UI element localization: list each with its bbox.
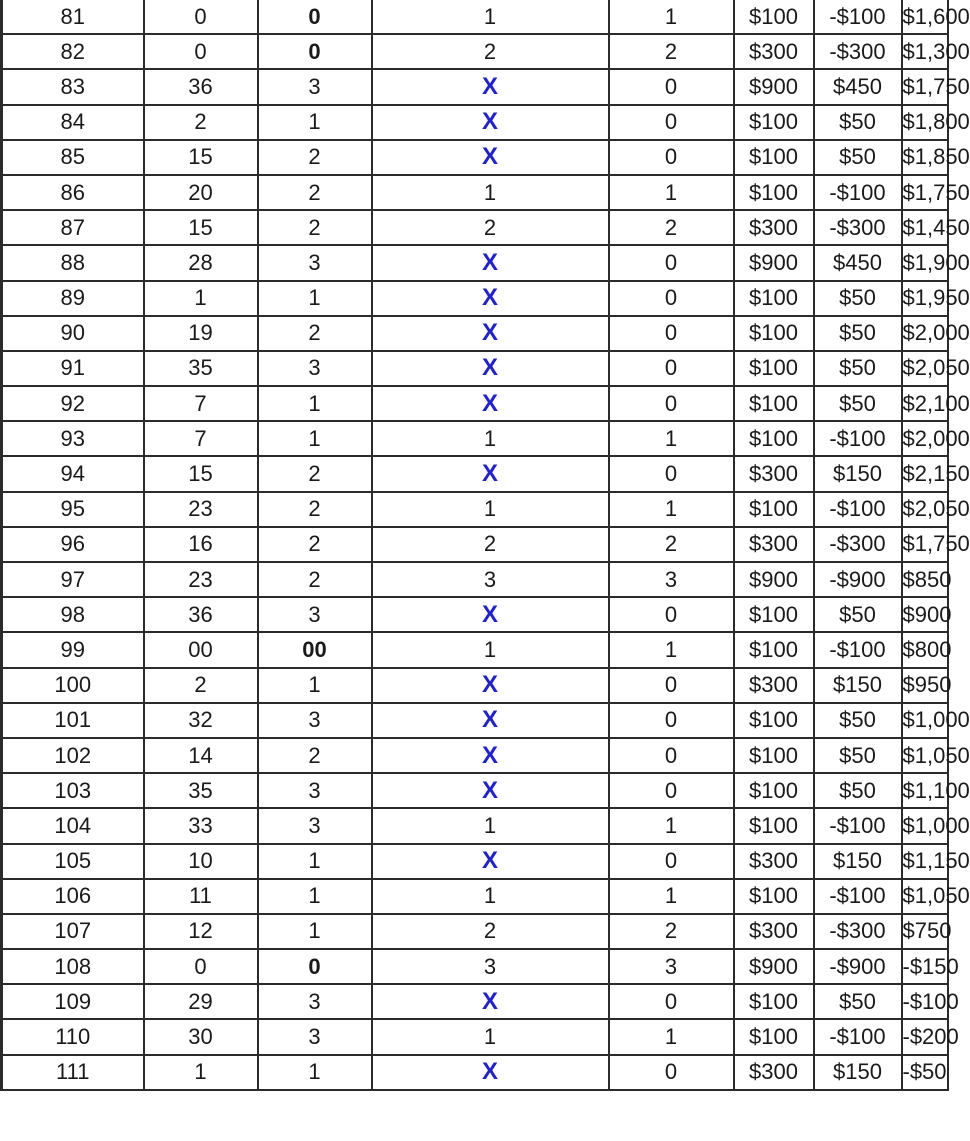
table-row bbox=[2, 632, 948, 667]
net-result-cell: $150 bbox=[814, 844, 902, 879]
dozen-cell: 2 bbox=[258, 738, 372, 773]
bankroll-cell: $1,050 bbox=[902, 738, 948, 773]
outcome-cell: 0 bbox=[609, 69, 734, 104]
bet-amount-cell: $300 bbox=[734, 1055, 814, 1090]
bet-target-cell: X bbox=[372, 597, 609, 632]
bankroll-cell: $1,300 bbox=[902, 34, 948, 69]
bankroll-cell: $1,900 bbox=[902, 245, 948, 280]
net-result-cell: $150 bbox=[814, 1055, 902, 1090]
dozen-cell: 3 bbox=[258, 773, 372, 808]
outcome-cell: 1 bbox=[609, 1019, 734, 1054]
table-row bbox=[2, 1055, 948, 1090]
net-result-cell: -$100 bbox=[814, 632, 902, 667]
outcome-cell: 1 bbox=[609, 879, 734, 914]
dozen-cell: 2 bbox=[258, 562, 372, 597]
table-row bbox=[2, 175, 948, 210]
bet-amount-cell: $300 bbox=[734, 844, 814, 879]
bet-amount-cell: $100 bbox=[734, 1019, 814, 1054]
net-result-cell: $50 bbox=[814, 105, 902, 140]
spin-number-cell: 83 bbox=[2, 69, 144, 104]
net-result-cell: -$300 bbox=[814, 210, 902, 245]
outcome-cell: 1 bbox=[609, 421, 734, 456]
outcome-cell: 0 bbox=[609, 703, 734, 738]
bet-amount-cell: $100 bbox=[734, 175, 814, 210]
bet-amount-cell: $900 bbox=[734, 245, 814, 280]
spin-number-cell: 93 bbox=[2, 421, 144, 456]
number-hit-cell: 15 bbox=[144, 456, 258, 491]
number-hit-cell: 32 bbox=[144, 703, 258, 738]
table-row bbox=[2, 492, 948, 527]
table-row bbox=[2, 421, 948, 456]
number-hit-cell: 23 bbox=[144, 492, 258, 527]
table-row bbox=[2, 210, 948, 245]
bet-target-cell: X bbox=[372, 844, 609, 879]
dozen-cell: 1 bbox=[258, 421, 372, 456]
bankroll-cell: $2,000 bbox=[902, 316, 948, 351]
number-hit-cell: 35 bbox=[144, 351, 258, 386]
outcome-cell: 0 bbox=[609, 984, 734, 1019]
bankroll-cell: $1,050 bbox=[902, 879, 948, 914]
number-hit-cell: 14 bbox=[144, 738, 258, 773]
bankroll-cell: -$200 bbox=[902, 1019, 948, 1054]
table-row bbox=[2, 914, 948, 949]
bet-amount-cell: $100 bbox=[734, 386, 814, 421]
table-row bbox=[2, 984, 948, 1019]
bet-target-cell: X bbox=[372, 703, 609, 738]
number-hit-cell: 29 bbox=[144, 984, 258, 1019]
outcome-cell: 2 bbox=[609, 210, 734, 245]
outcome-cell: 0 bbox=[609, 386, 734, 421]
outcome-cell: 0 bbox=[609, 351, 734, 386]
net-result-cell: -$300 bbox=[814, 914, 902, 949]
bet-target-cell: X bbox=[372, 245, 609, 280]
dozen-cell: 1 bbox=[258, 879, 372, 914]
bankroll-cell: $2,050 bbox=[902, 351, 948, 386]
number-hit-cell: 33 bbox=[144, 808, 258, 843]
bet-target-cell: 2 bbox=[372, 210, 609, 245]
number-hit-cell: 00 bbox=[144, 632, 258, 667]
bet-target-cell: 3 bbox=[372, 562, 609, 597]
bet-target-cell: 1 bbox=[372, 808, 609, 843]
spin-number-cell: 82 bbox=[2, 34, 144, 69]
spin-number-cell: 88 bbox=[2, 245, 144, 280]
bet-amount-cell: $100 bbox=[734, 879, 814, 914]
net-result-cell: -$900 bbox=[814, 562, 902, 597]
bankroll-cell: $1,750 bbox=[902, 175, 948, 210]
dozen-cell: 3 bbox=[258, 808, 372, 843]
bet-target-cell: X bbox=[372, 140, 609, 175]
bankroll-cell: $2,100 bbox=[902, 386, 948, 421]
dozen-cell: 2 bbox=[258, 456, 372, 491]
number-hit-cell: 15 bbox=[144, 210, 258, 245]
bet-target-cell: 1 bbox=[372, 879, 609, 914]
bet-target-cell: X bbox=[372, 386, 609, 421]
outcome-cell: 3 bbox=[609, 949, 734, 984]
table-row bbox=[2, 351, 948, 386]
dozen-cell: 1 bbox=[258, 668, 372, 703]
bankroll-cell: $1,000 bbox=[902, 808, 948, 843]
bet-target-cell: 1 bbox=[372, 1019, 609, 1054]
spin-number-cell: 100 bbox=[2, 668, 144, 703]
dozen-cell: 2 bbox=[258, 140, 372, 175]
spin-number-cell: 103 bbox=[2, 773, 144, 808]
dozen-cell: 0 bbox=[258, 0, 372, 34]
number-hit-cell: 0 bbox=[144, 0, 258, 34]
bankroll-cell: $2,000 bbox=[902, 421, 948, 456]
number-hit-cell: 7 bbox=[144, 421, 258, 456]
outcome-cell: 2 bbox=[609, 914, 734, 949]
spin-number-cell: 84 bbox=[2, 105, 144, 140]
table-row bbox=[2, 668, 948, 703]
bet-amount-cell: $900 bbox=[734, 949, 814, 984]
number-hit-cell: 30 bbox=[144, 1019, 258, 1054]
bet-amount-cell: $300 bbox=[734, 914, 814, 949]
table-row bbox=[2, 140, 948, 175]
bankroll-cell: -$50 bbox=[902, 1055, 948, 1090]
dozen-cell: 1 bbox=[258, 844, 372, 879]
table-row bbox=[2, 597, 948, 632]
net-result-cell: $50 bbox=[814, 351, 902, 386]
number-hit-cell: 36 bbox=[144, 597, 258, 632]
number-hit-cell: 28 bbox=[144, 245, 258, 280]
bet-target-cell: X bbox=[372, 668, 609, 703]
dozen-cell: 2 bbox=[258, 527, 372, 562]
number-hit-cell: 11 bbox=[144, 879, 258, 914]
dozen-cell: 2 bbox=[258, 175, 372, 210]
bankroll-cell: -$150 bbox=[902, 949, 948, 984]
outcome-cell: 0 bbox=[609, 738, 734, 773]
bankroll-cell: $1,000 bbox=[902, 703, 948, 738]
bet-target-cell: X bbox=[372, 456, 609, 491]
bankroll-cell: $2,150 bbox=[902, 456, 948, 491]
net-result-cell: -$300 bbox=[814, 527, 902, 562]
spin-number-cell: 110 bbox=[2, 1019, 144, 1054]
bet-amount-cell: $300 bbox=[734, 527, 814, 562]
outcome-cell: 1 bbox=[609, 0, 734, 34]
dozen-cell: 0 bbox=[258, 34, 372, 69]
number-hit-cell: 2 bbox=[144, 105, 258, 140]
net-result-cell: -$100 bbox=[814, 879, 902, 914]
net-result-cell: -$100 bbox=[814, 1019, 902, 1054]
bankroll-cell: $1,850 bbox=[902, 140, 948, 175]
outcome-cell: 0 bbox=[609, 316, 734, 351]
net-result-cell: -$100 bbox=[814, 421, 902, 456]
table-row bbox=[2, 34, 948, 69]
table-row bbox=[2, 703, 948, 738]
bet-target-cell: X bbox=[372, 105, 609, 140]
spin-number-cell: 109 bbox=[2, 984, 144, 1019]
dozen-cell: 1 bbox=[258, 914, 372, 949]
outcome-cell: 3 bbox=[609, 562, 734, 597]
spin-number-cell: 96 bbox=[2, 527, 144, 562]
table-row bbox=[2, 527, 948, 562]
table-row bbox=[2, 879, 948, 914]
dozen-cell: 2 bbox=[258, 492, 372, 527]
bet-amount-cell: $100 bbox=[734, 140, 814, 175]
spin-number-cell: 101 bbox=[2, 703, 144, 738]
table-row bbox=[2, 949, 948, 984]
net-result-cell: $150 bbox=[814, 456, 902, 491]
table-row bbox=[2, 245, 948, 280]
bet-target-cell: 3 bbox=[372, 949, 609, 984]
spin-number-cell: 95 bbox=[2, 492, 144, 527]
outcome-cell: 0 bbox=[609, 456, 734, 491]
outcome-cell: 0 bbox=[609, 1055, 734, 1090]
bet-target-cell: X bbox=[372, 1055, 609, 1090]
table-row bbox=[2, 1019, 948, 1054]
net-result-cell: $450 bbox=[814, 69, 902, 104]
dozen-cell: 2 bbox=[258, 210, 372, 245]
number-hit-cell: 35 bbox=[144, 773, 258, 808]
table-row bbox=[2, 844, 948, 879]
bet-target-cell: 1 bbox=[372, 421, 609, 456]
spin-number-cell: 111 bbox=[2, 1055, 144, 1090]
table-row bbox=[2, 0, 948, 34]
outcome-cell: 0 bbox=[609, 140, 734, 175]
outcome-cell: 0 bbox=[609, 245, 734, 280]
bet-target-cell: 2 bbox=[372, 527, 609, 562]
spin-number-cell: 108 bbox=[2, 949, 144, 984]
bet-target-cell: X bbox=[372, 316, 609, 351]
net-result-cell: $50 bbox=[814, 597, 902, 632]
number-hit-cell: 1 bbox=[144, 281, 258, 316]
dozen-cell: 1 bbox=[258, 386, 372, 421]
net-result-cell: $50 bbox=[814, 773, 902, 808]
bet-amount-cell: $300 bbox=[734, 210, 814, 245]
outcome-cell: 1 bbox=[609, 808, 734, 843]
number-hit-cell: 0 bbox=[144, 949, 258, 984]
net-result-cell: -$100 bbox=[814, 492, 902, 527]
number-hit-cell: 10 bbox=[144, 844, 258, 879]
number-hit-cell: 19 bbox=[144, 316, 258, 351]
net-result-cell: -$100 bbox=[814, 0, 902, 34]
outcome-cell: 0 bbox=[609, 844, 734, 879]
bet-amount-cell: $300 bbox=[734, 456, 814, 491]
bet-amount-cell: $100 bbox=[734, 0, 814, 34]
bankroll-cell: $1,750 bbox=[902, 527, 948, 562]
table-row bbox=[2, 773, 948, 808]
bet-target-cell: X bbox=[372, 281, 609, 316]
bankroll-cell: $850 bbox=[902, 562, 948, 597]
bet-amount-cell: $900 bbox=[734, 69, 814, 104]
bet-target-cell: 2 bbox=[372, 914, 609, 949]
bet-target-cell: 1 bbox=[372, 632, 609, 667]
table-row bbox=[2, 105, 948, 140]
dozen-cell: 1 bbox=[258, 1055, 372, 1090]
spin-number-cell: 89 bbox=[2, 281, 144, 316]
table-row bbox=[2, 316, 948, 351]
net-result-cell: $450 bbox=[814, 245, 902, 280]
bankroll-cell: -$100 bbox=[902, 984, 948, 1019]
number-hit-cell: 2 bbox=[144, 668, 258, 703]
dozen-cell: 3 bbox=[258, 351, 372, 386]
bet-amount-cell: $100 bbox=[734, 105, 814, 140]
number-hit-cell: 20 bbox=[144, 175, 258, 210]
table-row bbox=[2, 281, 948, 316]
spin-number-cell: 92 bbox=[2, 386, 144, 421]
net-result-cell: -$100 bbox=[814, 808, 902, 843]
outcome-cell: 1 bbox=[609, 175, 734, 210]
bet-amount-cell: $100 bbox=[734, 351, 814, 386]
net-result-cell: $50 bbox=[814, 140, 902, 175]
spin-number-cell: 91 bbox=[2, 351, 144, 386]
spin-number-cell: 105 bbox=[2, 844, 144, 879]
spin-number-cell: 81 bbox=[2, 0, 144, 34]
bet-amount-cell: $100 bbox=[734, 632, 814, 667]
bet-target-cell: 1 bbox=[372, 175, 609, 210]
bet-amount-cell: $100 bbox=[734, 597, 814, 632]
bankroll-cell: $1,600 bbox=[902, 0, 948, 34]
net-result-cell: $50 bbox=[814, 984, 902, 1019]
dozen-cell: 1 bbox=[258, 105, 372, 140]
outcome-cell: 1 bbox=[609, 492, 734, 527]
net-result-cell: -$900 bbox=[814, 949, 902, 984]
table-row bbox=[2, 738, 948, 773]
net-result-cell: $50 bbox=[814, 738, 902, 773]
bet-target-cell: X bbox=[372, 984, 609, 1019]
dozen-cell: 3 bbox=[258, 703, 372, 738]
spin-number-cell: 102 bbox=[2, 738, 144, 773]
spin-number-cell: 97 bbox=[2, 562, 144, 597]
spin-number-cell: 94 bbox=[2, 456, 144, 491]
dozen-cell: 3 bbox=[258, 597, 372, 632]
number-hit-cell: 0 bbox=[144, 34, 258, 69]
spin-number-cell: 87 bbox=[2, 210, 144, 245]
outcome-cell: 0 bbox=[609, 773, 734, 808]
outcome-cell: 2 bbox=[609, 34, 734, 69]
table-body bbox=[2, 0, 970, 1090]
bet-amount-cell: $300 bbox=[734, 668, 814, 703]
bet-amount-cell: $100 bbox=[734, 703, 814, 738]
bankroll-cell: $900 bbox=[902, 597, 948, 632]
spin-number-cell: 104 bbox=[2, 808, 144, 843]
outcome-cell: 0 bbox=[609, 281, 734, 316]
dozen-cell: 3 bbox=[258, 245, 372, 280]
dozen-cell: 3 bbox=[258, 69, 372, 104]
spin-number-cell: 90 bbox=[2, 316, 144, 351]
dozen-cell: 3 bbox=[258, 984, 372, 1019]
bet-amount-cell: $100 bbox=[734, 808, 814, 843]
bet-amount-cell: $900 bbox=[734, 562, 814, 597]
dozen-cell: 1 bbox=[258, 281, 372, 316]
bet-target-cell: 1 bbox=[372, 0, 609, 34]
number-hit-cell: 23 bbox=[144, 562, 258, 597]
number-hit-cell: 36 bbox=[144, 69, 258, 104]
bet-amount-cell: $100 bbox=[734, 492, 814, 527]
number-hit-cell: 1 bbox=[144, 1055, 258, 1090]
bet-target-cell: 1 bbox=[372, 492, 609, 527]
bet-amount-cell: $100 bbox=[734, 421, 814, 456]
net-result-cell: $150 bbox=[814, 668, 902, 703]
bankroll-cell: $1,750 bbox=[902, 69, 948, 104]
bet-target-cell: X bbox=[372, 351, 609, 386]
bet-amount-cell: $100 bbox=[734, 281, 814, 316]
dozen-cell: 00 bbox=[258, 632, 372, 667]
spin-number-cell: 85 bbox=[2, 140, 144, 175]
table-row bbox=[2, 456, 948, 491]
bet-amount-cell: $100 bbox=[734, 984, 814, 1019]
bet-target-cell: X bbox=[372, 773, 609, 808]
bankroll-cell: $1,800 bbox=[902, 105, 948, 140]
net-result-cell: $50 bbox=[814, 281, 902, 316]
bankroll-cell: $950 bbox=[902, 668, 948, 703]
bet-amount-cell: $100 bbox=[734, 316, 814, 351]
spin-number-cell: 99 bbox=[2, 632, 144, 667]
outcome-cell: 0 bbox=[609, 597, 734, 632]
bankroll-cell: $1,100 bbox=[902, 773, 948, 808]
bankroll-cell: $800 bbox=[902, 632, 948, 667]
dozen-cell: 2 bbox=[258, 316, 372, 351]
dozen-cell: 0 bbox=[258, 949, 372, 984]
net-result-cell: $50 bbox=[814, 316, 902, 351]
dozen-cell: 3 bbox=[258, 1019, 372, 1054]
table-row bbox=[2, 69, 948, 104]
number-hit-cell: 15 bbox=[144, 140, 258, 175]
bet-target-cell: X bbox=[372, 69, 609, 104]
net-result-cell: $50 bbox=[814, 703, 902, 738]
spin-number-cell: 98 bbox=[2, 597, 144, 632]
number-hit-cell: 16 bbox=[144, 527, 258, 562]
spin-number-cell: 107 bbox=[2, 914, 144, 949]
number-hit-cell: 12 bbox=[144, 914, 258, 949]
outcome-cell: 2 bbox=[609, 527, 734, 562]
net-result-cell: -$300 bbox=[814, 34, 902, 69]
bankroll-cell: $750 bbox=[902, 914, 948, 949]
net-result-cell: -$100 bbox=[814, 175, 902, 210]
bankroll-cell: $1,450 bbox=[902, 210, 948, 245]
spin-number-cell: 106 bbox=[2, 879, 144, 914]
outcome-cell: 0 bbox=[609, 105, 734, 140]
bet-amount-cell: $100 bbox=[734, 773, 814, 808]
spin-number-cell: 86 bbox=[2, 175, 144, 210]
bet-target-cell: X bbox=[372, 738, 609, 773]
bet-amount-cell: $300 bbox=[734, 34, 814, 69]
outcome-cell: 0 bbox=[609, 668, 734, 703]
number-hit-cell: 7 bbox=[144, 386, 258, 421]
table-row bbox=[2, 562, 948, 597]
outcome-cell: 1 bbox=[609, 632, 734, 667]
bet-target-cell: 2 bbox=[372, 34, 609, 69]
table-row bbox=[2, 808, 948, 843]
bankroll-cell: $1,150 bbox=[902, 844, 948, 879]
bet-amount-cell: $100 bbox=[734, 738, 814, 773]
bankroll-cell: $2,050 bbox=[902, 492, 948, 527]
table-row bbox=[2, 386, 948, 421]
net-result-cell: $50 bbox=[814, 386, 902, 421]
bankroll-cell: $1,950 bbox=[902, 281, 948, 316]
